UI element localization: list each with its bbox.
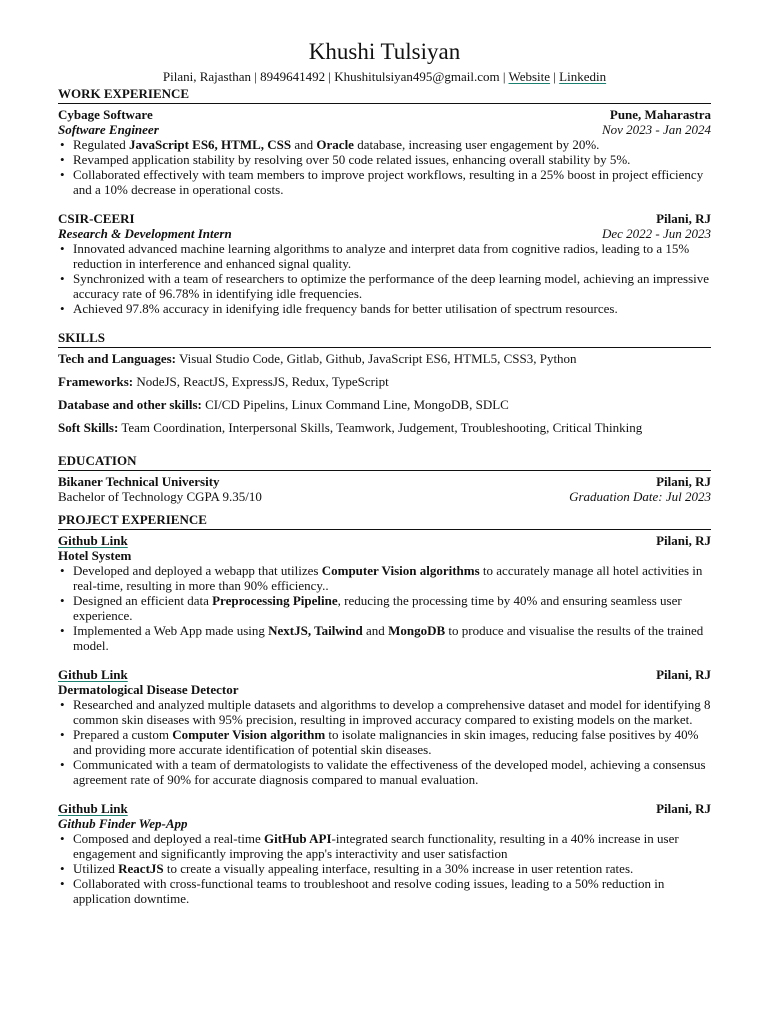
project-bullets (58, 563, 711, 653)
job-dates: Nov 2023 - Jan 2024 (601, 122, 711, 137)
skill-value: Team Coordination, Interpersonal Skills, Teamwork, Judgement, Troubleshooting, Critical Thinking (118, 420, 643, 435)
job-bullet (73, 137, 711, 152)
project-bullet (73, 727, 711, 757)
bullet-text: Designed an efficient data (73, 593, 213, 608)
project-bullet: • Communicated with a team of dermatologists to validate the effectiveness of the developed model, achieving a consensus agreement rate of 90% for accurate diagnosis compared to manual evaluation. (73, 757, 711, 787)
skill-value: CI/CD Pipelins, Linux Command Line, MongoDB, SDLC (201, 397, 509, 412)
job-bullets (58, 241, 711, 316)
project-entry (58, 801, 711, 906)
project-location: Pilani, RJ (656, 801, 711, 816)
project-bullet (73, 623, 711, 653)
contact-text: Pilani, Rajasthan | 8949641492 | Khushitulsiyan495@gmail.com | (162, 69, 509, 84)
project-bullets (58, 831, 711, 906)
linkedin-link[interactable]: Linkedin (559, 69, 607, 84)
bullet-text: and (362, 623, 389, 638)
skill-label: Frameworks: (58, 374, 134, 389)
education-heading: EDUCATION (58, 453, 711, 471)
job-bullet: • Achieved 97.8% accuracy in idenifying idle frequency bands for better utilisation of spectrum resources. (73, 301, 711, 316)
bullet-bold-text: Preprocessing Pipeline (212, 593, 338, 608)
projects-heading: PROJECT EXPERIENCE (58, 512, 711, 530)
skill-frameworks (58, 374, 711, 389)
bullet-text: -integrated search functionality, resulting in a 40% increase in user engagement and significantly improving the app's interactivity and user satisfaction (73, 831, 679, 861)
project-bullet (73, 861, 711, 876)
company-name: Cybage Software (58, 107, 153, 122)
bullet-bold-text: Computer Vision algorithms (321, 563, 480, 578)
bullet-text: to isolate malignancies in skin images, reducing false positives by 40% and providing more accurate identification of potential skin diseases. (73, 727, 699, 757)
bullet-bold-text: JavaScript ES6, HTML, CSS (128, 137, 292, 152)
bullet-bold-text: GitHub API (263, 831, 332, 846)
school-name: Bikaner Technical University (58, 474, 220, 489)
work-experience-heading: WORK EXPERIENCE (58, 86, 711, 104)
skill-database (58, 397, 711, 412)
project-bullet (73, 831, 711, 861)
skill-value: Visual Studio Code, Gitlab, Github, JavaScript ES6, HTML5, CSS3, Python (176, 351, 577, 366)
project-location: Pilani, RJ (656, 533, 711, 548)
project-bullets (58, 697, 711, 787)
skill-tech (58, 351, 711, 366)
bullet-bold-text: MongoDB (388, 623, 446, 638)
job-entry (58, 107, 711, 197)
bullet-text: , reducing the processing time by 40% and ensuring seamless user experience. (73, 593, 682, 623)
skill-soft (58, 420, 711, 435)
job-role: Research & Development Intern (58, 226, 232, 241)
job-location: Pilani, RJ (656, 211, 711, 226)
school-location: Pilani, RJ (656, 474, 711, 489)
bullet-text: Prepared a custom (73, 727, 173, 742)
bullet-text: to create a visually appealing interface, resulting in a 30% increase in user retention rates. (163, 861, 634, 876)
job-location: Pune, Maharastra (609, 107, 711, 122)
candidate-name: Khushi Tulsiyan (308, 39, 461, 64)
github-link[interactable]: Github Link (58, 801, 128, 816)
project-bullet: • Researched and analyzed multiple datasets and algorithms to develop a comprehensive dataset and model for identifying 8 common skin diseases with 95% precision, resulting in improved accuracy compared to existing models on the market. (73, 697, 711, 727)
project-location: Pilani, RJ (656, 667, 711, 682)
project-entry (58, 533, 711, 653)
bullet-text: Implemented a Web App made using (73, 623, 269, 638)
bullet-text: to accurately manage all hotel activities in real-time, resulting in more than 90% efficiency.. (73, 563, 703, 593)
job-bullet: • Innovated advanced machine learning algorithms to analyze and interpret data from cognitive radios, leading to a 15% reduction in interference and enhanced signal quality. (73, 241, 711, 271)
contact-line (58, 69, 711, 84)
job-bullet: • Collaborated effectively with team members to improve project workflows, resulting in a 25% boost in project efficiency and a 10% decrease in operational costs. (73, 167, 711, 197)
project-name: Dermatological Disease Detector (58, 682, 239, 697)
project-name: Hotel System (58, 548, 132, 563)
bullet-text: Regulated (73, 137, 129, 152)
bullet-text: to produce and visualise the results of the trained model. (73, 623, 704, 653)
skill-label: Database and other skills: (58, 397, 202, 412)
project-name: Github Finder Wep-App (58, 816, 188, 831)
github-link[interactable]: Github Link (58, 533, 128, 548)
company-name: CSIR-CEERI (58, 211, 135, 226)
bullet-bold-text: NextJS, Tailwind (268, 623, 363, 638)
bullet-text: Composed and deployed a real-time (73, 831, 264, 846)
skill-label: Tech and Languages: (58, 351, 176, 366)
bullet-text: database, increasing user engagement by 20%. (353, 137, 600, 152)
skill-value: NodeJS, ReactJS, ExpressJS, Redux, TypeScript (133, 374, 389, 389)
bullet-text: and (291, 137, 317, 152)
bullet-text: Utilized (73, 861, 119, 876)
bullet-bold-text: Computer Vision algorithm (172, 727, 326, 742)
skill-label: Soft Skills: (58, 420, 119, 435)
website-link[interactable]: Website (508, 69, 551, 84)
graduation-date: Graduation Date: Jul 2023 (569, 489, 711, 504)
contact-separator: | (550, 69, 560, 84)
project-bullet (73, 593, 711, 623)
job-bullets (58, 137, 711, 197)
job-entry (58, 211, 711, 316)
job-bullet: • Revamped application stability by resolving over 50 code related issues, enhancing overall stability by 5%. (73, 152, 711, 167)
bullet-bold-text: Oracle (316, 137, 354, 152)
project-bullet: • Collaborated with cross-functional teams to troubleshoot and resolve coding issues, leading to a 50% reduction in application downtime. (73, 876, 711, 906)
bullet-text: Developed and deployed a webapp that utilizes (73, 563, 322, 578)
degree: Bachelor of Technology CGPA 9.35/10 (58, 489, 262, 504)
project-entry (58, 667, 711, 787)
job-dates: Dec 2022 - Jun 2023 (601, 226, 711, 241)
project-bullet (73, 563, 711, 593)
job-bullet: • Synchronized with a team of researchers to optimize the performance of the deep learning model, achieving an impressive accuracy rate of 96.78% in identifying idle frequencies. (73, 271, 711, 301)
github-link[interactable]: Github Link (58, 667, 128, 682)
bullet-bold-text: ReactJS (118, 861, 164, 876)
job-role: Software Engineer (58, 122, 159, 137)
skills-heading: SKILLS (58, 330, 711, 348)
